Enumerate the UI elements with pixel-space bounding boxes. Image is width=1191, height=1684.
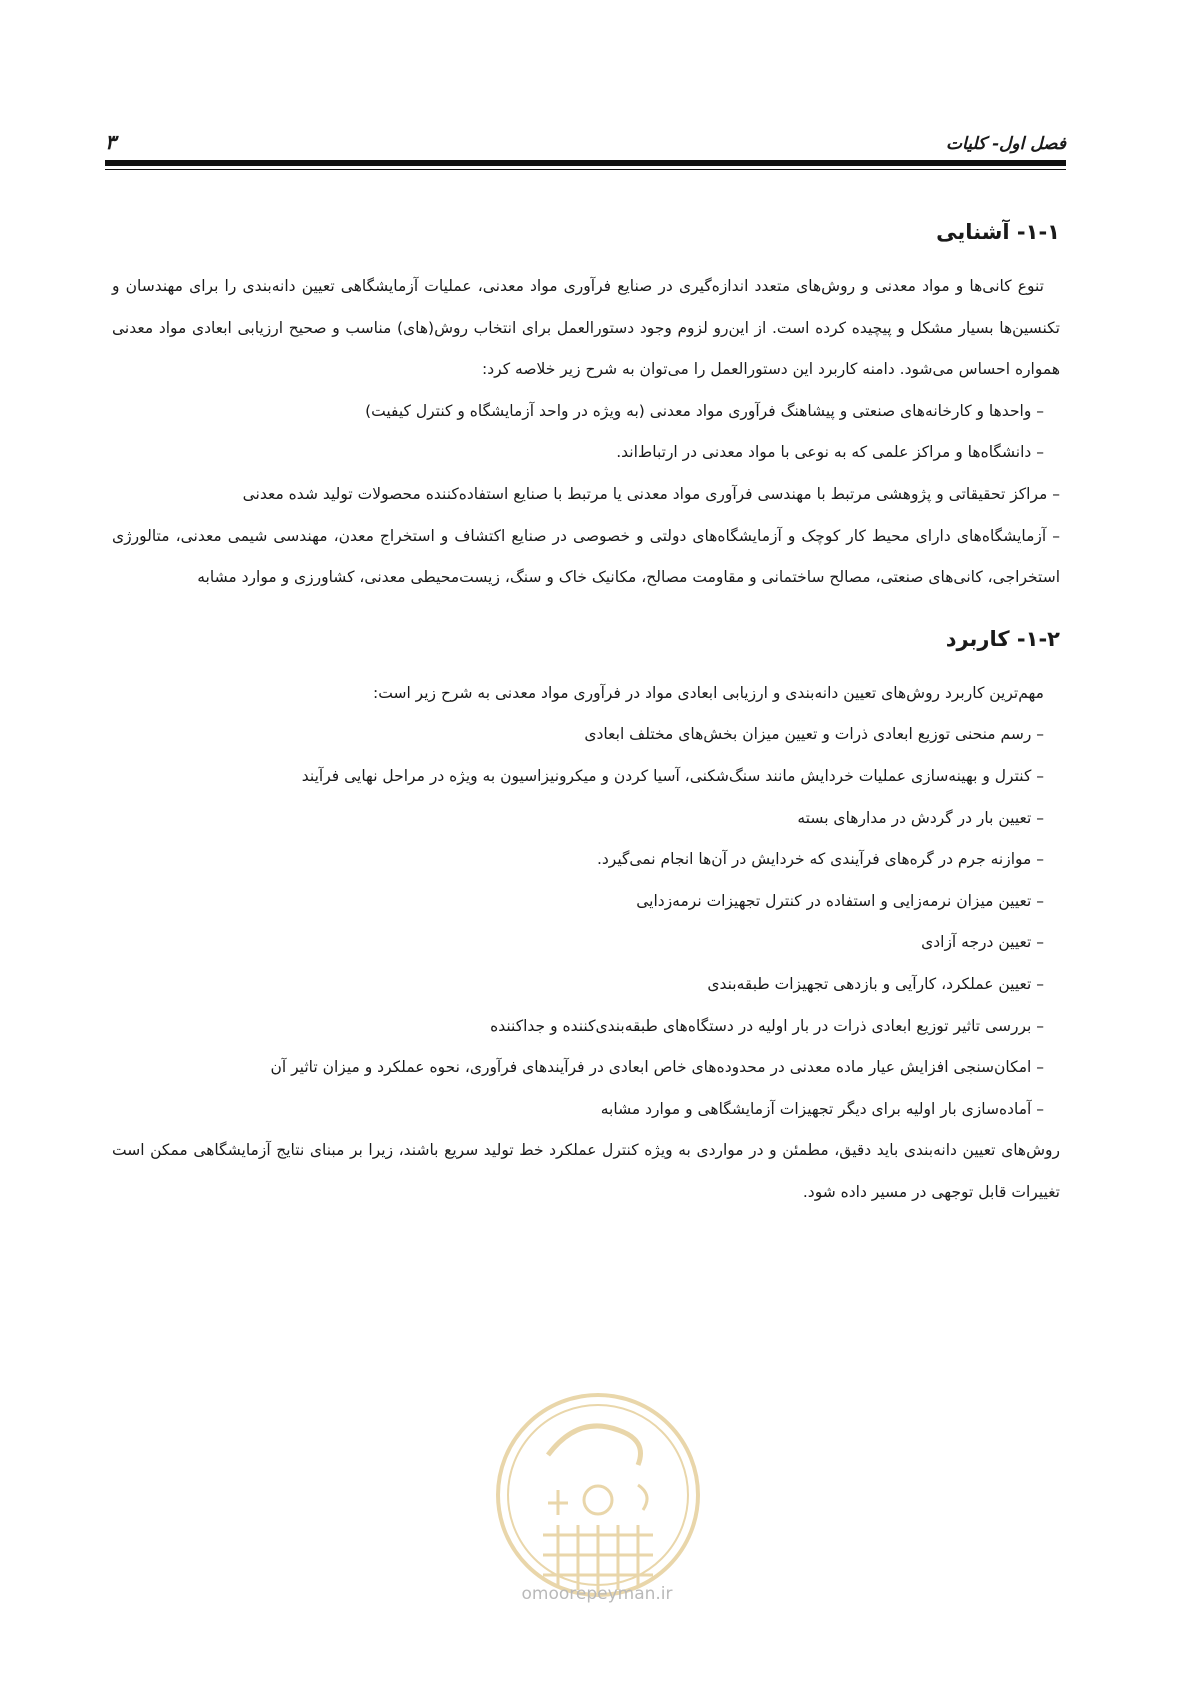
- scope-item: – مراکز تحقیقاتی و پژوهشی مرتبط با مهندسی فرآوری مواد معدنی یا مرتبط با صنایع استفاده‌کننده محصولات تولید شده معدنی: [242, 484, 1060, 503]
- intro-paragraph: تنوع کانی‌ها و مواد معدنی و روش‌های متعدد اندازه‌گیری در صنایع فرآوری مواد معدنی، عملیات آزمایشگاهی تعیین دانه‌بندی را برای مهندسان و تکنسین‌ها بسیار مشکل و پیچیده کرده است. از این‌رو لزوم وجود دستورالعمل برای انتخاب روش(های) مناسب و صحیح ارزیابی ابعادی مواد معدنی همواره احساس می‌شود. دامنه کاربرد این دستورالعمل را می‌توان به شرح زیر خلاصه کرد:: [112, 277, 1060, 379]
- scope-item: – واحدها و کارخانه‌های صنعتی و پیشاهنگ فرآوری مواد معدنی (به ویژه در واحد آزمایشگاه و کنترل کیفیت): [365, 401, 1044, 420]
- application-item: – تعیین درجه آزادی: [921, 933, 1044, 952]
- application-item: – تعیین بار در گردش در مدارهای بسته: [797, 808, 1044, 827]
- section-heading-application: ۱-۲- کاربرد: [945, 626, 1060, 651]
- application-item: – تعیین عملکرد، کارآیی و بازدهی تجهیزات طبقه‌بندی: [707, 974, 1044, 993]
- page-number: ۳: [105, 130, 116, 154]
- application-item: – آماده‌سازی بار اولیه برای دیگر تجهیزات آزمایشگاهی و موارد مشابه: [600, 1099, 1044, 1118]
- header-rule-thin: [105, 169, 1066, 170]
- header-rule-thick: [105, 160, 1066, 166]
- page-header: [105, 130, 1066, 160]
- scope-item: – آزمایشگاه‌های دارای محیط کار کوچک و آزمایشگاه‌های دولتی و خصوصی در صنایع اکتشاف و استخراج معدن، مهندسی شیمی معدنی، متالورژی استخراجی، کانی‌های صنعتی، مصالح ساختمانی و مقاومت مصالح، مکانیک خاک و سنگ، زیست‌محیطی معدنی، کشاورزی و موارد مشابه: [112, 526, 1060, 587]
- application-item: – بررسی تاثیر توزیع ابعادی ذرات در بار اولیه در دستگاه‌های طبقه‌بندی‌کننده و جداکننده: [490, 1016, 1044, 1035]
- section-heading-introduction: ۱-۱- آشنایی: [936, 220, 1060, 244]
- chapter-title: فصل اول- کلیات: [946, 134, 1066, 154]
- scope-item: – دانشگاه‌ها و مراکز علمی که به نوعی با مواد معدنی در ارتباط‌اند.: [616, 443, 1044, 462]
- application-item: – تعیین میزان نرمه‌زایی و استفاده در کنترل تجهیزات نرمه‌زدایی: [636, 891, 1044, 910]
- application-item: – موازنه جرم در گره‌های فرآیندی که خردایش در آن‌ها انجام نمی‌گیرد.: [596, 850, 1044, 869]
- document-body: [112, 212, 1060, 1213]
- application-item: – رسم منحنی توزیع ابعادی ذرات و تعیین میزان بخش‌های مختلف ابعادی: [584, 725, 1044, 744]
- watermark-url: omoorepeyman.ir: [521, 1584, 673, 1604]
- closing-paragraph: روش‌های تعیین دانه‌بندی باید دقیق، مطمئن و در مواردی به ویژه کنترل عملکرد خط تولید سریع باشند، زیرا بر مبنای نتایج آزمایشگاهی ممکن است تغییرات قابل توجهی در مسیر داده شود.: [112, 1141, 1060, 1201]
- application-intro: مهم‌ترین کاربرد روش‌های تعیین دانه‌بندی و ارزیابی ابعادی مواد در فرآوری مواد معدنی به شرح زیر است:: [373, 683, 1044, 702]
- application-item: – کنترل و بهینه‌سازی عملیات خردایش مانند سنگ‌شکنی، آسیا کردن و میکرونیزاسیون به ویژه در مراحل نهایی فرآیند: [301, 766, 1044, 785]
- application-item: – امکان‌سنجی افزایش عیار ماده معدنی در محدوده‌های خاص ابعادی در فرآیندهای فرآوری، نحوه عملکرد و میزان تاثیر آن: [270, 1058, 1044, 1077]
- watermark-logo: [488, 1385, 708, 1605]
